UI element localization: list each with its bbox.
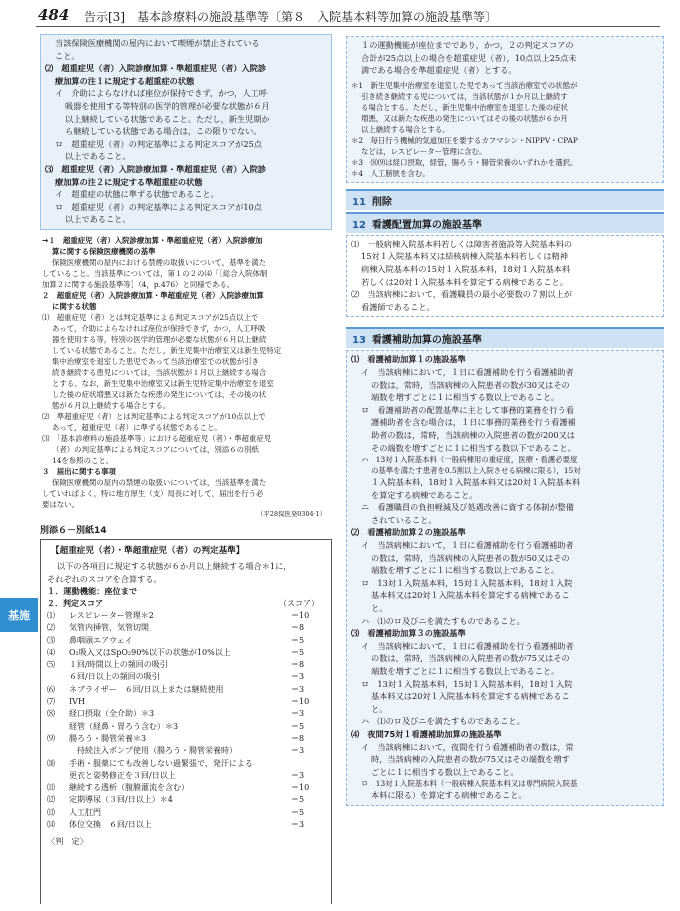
note-line: 器を使用する等，特別の医学的管理が必要な状態が６月以上継続 — [52, 334, 267, 344]
note-line: 集中治療室を退室した患児であって当該治療室での状態が引き — [52, 356, 259, 366]
score-item-number: ⑼ — [47, 733, 55, 743]
text-line: イ 当該病棟において，１日に看護補助を行う看護補助者 — [361, 640, 574, 651]
text-line: 基本料又は20対１入院基本料を算定する病棟であるこ — [371, 691, 570, 702]
score-item-number: ⑴ — [47, 610, 55, 620]
note-line: した後の症状増悪又は新たな疾患の発生については，その後の状 — [52, 389, 267, 399]
judgement-title: 【超重症児（者）・準超重症児（者）の判定基準】 — [51, 545, 245, 556]
text-line: 病棟入院基本料の15対１入院基本料，18対１入院基本料 — [361, 263, 571, 274]
note-line: 要はない。 — [42, 499, 79, 509]
score-item-number — [47, 721, 69, 733]
text-line: と。 — [371, 603, 388, 614]
score-item-value: ＝8 — [291, 733, 305, 743]
note-line: している状態であること。ただし，新生児集中治療室又は新生児特定 — [52, 345, 282, 355]
score-item-number: ⑵ — [47, 623, 55, 633]
score-item-value: ＝3 — [291, 820, 305, 830]
footnote-line: ＊3 ⑻⑼は経口摂取，経管，腸ろう・腸管栄養のいずれかを選択。 — [351, 157, 578, 167]
footnote-line: 引き続き継続する児については，当該状態が１か月以上継続す — [361, 91, 568, 101]
score-row — [47, 819, 325, 831]
score-row — [47, 782, 325, 794]
note-line: 加算２に関する施設基準等］（4，p.476）と同様である。 — [42, 279, 235, 289]
text-line: ハ ⑴のロ及びニを満たすものであること。 — [361, 716, 525, 727]
text-line: その端数を増すごとに１に相当する数以下であること。 — [371, 442, 576, 453]
score-row — [47, 733, 325, 745]
score-item-value: ＝10 — [291, 697, 310, 707]
score-row — [47, 708, 325, 720]
text-line: 本料に限る）を算定する病棟であること。 — [371, 790, 527, 801]
footnote-line: 増悪，又は新たな疾患の発生についてはその後の状態が６か月 — [361, 113, 568, 123]
text-line: 若しくは20対１入院基本料を算定する病棟であること。 — [361, 276, 568, 287]
text-line: 端数を増すごとに１に相当する数以上であること。 — [371, 392, 560, 403]
score-item-label: 手術・服薬にても改善しない過緊張で，発汗による — [69, 758, 253, 768]
score-item-value: ＝10 — [291, 610, 310, 620]
note-line: ２ 超重症児（者）入院診療加算・準超重症児（者）入院診療加算 — [42, 290, 264, 300]
text-line: と。 — [371, 703, 388, 714]
note-line: →１ 超重症児（者）入院診療加算・準超重症児（者）入院診療加 — [42, 235, 263, 245]
score-item-number: ⑿ — [47, 795, 55, 805]
appendix-title: 別添６－別紙14 — [40, 525, 107, 536]
reference-code: （平28保医発0304·1） — [257, 509, 326, 518]
score-item-value: ＝5 — [291, 795, 305, 805]
text-line: ロ 13対１入院基本料，15対１入院基本料，18対１入院 — [361, 577, 573, 588]
text-line: ⑴ 看護補助加算１の施設基準 — [351, 354, 466, 365]
score-item-number: ⑹ — [47, 684, 55, 694]
text-line: イ 超重症の状態に準ずる状態であること。 — [55, 189, 219, 200]
score-item-value: ＝8 — [291, 623, 305, 633]
note-line: とする。なお，新生児集中治療室又は新生児特定集中治療室を退室 — [52, 378, 274, 388]
text-line: の数は，常時，当該病棟の入院患者の数が75又はその — [371, 653, 570, 664]
text-line: 療加算の注１に規定する超重症の状態 — [55, 75, 195, 86]
score-item-number: ⑾ — [47, 783, 55, 793]
footnote-line: ＊4 人工膀胱を含む。 — [351, 168, 430, 178]
footnote-line: 以上継続する場合とする。 — [361, 124, 450, 134]
score-column-label: （スコア） — [279, 598, 319, 608]
score-row — [47, 635, 325, 647]
text-line: イ 介助によらなければ座位が保持できず，かつ，人工呼 — [55, 88, 267, 99]
score-row — [47, 684, 325, 696]
text-line: 端数を増すごとに１に相当する数以上であること。 — [371, 666, 560, 676]
footnote-line: る場合とする。ただし，新生児集中治療室を退室した後の症状 — [361, 102, 568, 112]
text-line: ニ 看護職員の負担軽減及び処遇改善に資する体制が整備 — [361, 502, 574, 513]
right-column — [346, 34, 664, 904]
note-line: あって，介助によらなければ座位が保持できず，かつ，人工呼吸 — [52, 323, 266, 333]
note-line: に関する状態 — [52, 301, 97, 311]
section-number: 11 — [352, 196, 366, 208]
score-item-value: ＝3 — [291, 709, 305, 719]
text-line: 以上であること。 — [65, 214, 131, 225]
note-line: 算に関する保険医療機関の基準 — [52, 246, 156, 256]
text-line: の数は，常時，当該病棟の入院患者の数が50又はその — [371, 552, 570, 563]
text-line: ハ 13対１入院基本料（一般病棟用の重症度，医療・看護必要度 — [361, 455, 578, 465]
text-line: こと。 — [55, 50, 80, 61]
text-line: ロ 13対１入院基本料，15対１入院基本料，18対１入院 — [361, 678, 573, 689]
header-title: 告示[3] 基本診療料の施設基準等〔第８ 入院基本料等加算の施設基準等〕 — [84, 10, 498, 24]
score-item-number: ⑷ — [47, 647, 55, 657]
score-row — [47, 807, 325, 819]
text-line: 以上継続している状態であること。ただし，新生児期か — [65, 113, 270, 124]
text-line: 端数を増すごとに１に相当する数以上であること。 — [371, 565, 560, 576]
note-line: していればよく，特に地方厚生（支）局長に対して，届出を行う必 — [42, 488, 264, 498]
text-line: 基本料又は20対１入院基本料を算定する病棟であるこ — [371, 590, 570, 601]
score-item-value: ＝3 — [291, 746, 305, 756]
score-row — [47, 745, 325, 757]
text-line: １入院基本料，18対１入院基本料又は20対１入院基本料 — [371, 477, 581, 488]
notice-box-1 — [40, 34, 332, 230]
text-line: 看護師であること。 — [361, 301, 435, 312]
note-line: （者）の判定基準による判定スコアについては，別添６の別紙 — [52, 444, 259, 454]
text-line: されていること。 — [371, 514, 437, 525]
note-line: ⑵ 準超重症児（者）とは判定基準による判定スコアが10点以上で — [42, 411, 266, 421]
text-line: ロ 13対１入院基本料（一般病棟入院基本料又は専門病院入院基 — [361, 779, 578, 789]
judgement-intro: 以下の各項目に規定する状態が６か月以上継続する場合＊1に， — [57, 560, 292, 571]
text-line: 当該保険医療機関の屋内において喫煙が禁止されている — [55, 38, 260, 48]
section-title: 削除 — [371, 196, 392, 208]
section-number: 13 — [352, 335, 366, 347]
section-number: 12 — [352, 219, 366, 231]
text-line: ⑵ 超重症児（者）入院診療加算・準超重症児（者）入院診 — [45, 63, 267, 74]
score-item-label: 経管（経鼻・胃ろう含む）＊3 — [69, 721, 179, 731]
score-item-value: ＝3 — [291, 770, 305, 780]
footnote-line: などは，レスピレーター管理に含む。 — [361, 146, 487, 156]
score-item-number — [47, 745, 69, 757]
judgement-footer: 〈判 定〉 — [47, 836, 88, 847]
score-item-number: ⑽ — [47, 758, 55, 768]
judgement-intro: それぞれのスコアを合算する。 — [47, 573, 162, 584]
text-line: 療加算の注２に規定する準超重症の状態 — [55, 176, 203, 187]
score-item-value: ＝5 — [291, 635, 305, 645]
text-line: の数は，常時，当該病棟の入院患者の数が30又はその — [371, 379, 570, 390]
note-line: 14を参照のこと。 — [52, 455, 114, 465]
score-item-label: IVH — [69, 697, 85, 707]
text-line: ロ 看護補助者の配置基準に主として事務的業務を行う看 — [361, 404, 574, 415]
text-line: ⑵ 看護補助加算２の施設基準 — [351, 527, 466, 538]
score-row — [47, 721, 325, 733]
score-header-row — [47, 598, 325, 610]
section-12-header — [346, 212, 664, 233]
page-number: 484 — [38, 6, 70, 24]
score-row — [47, 671, 325, 683]
footnote-line: ＊1 新生児集中治療室を退室した児であって当該治療室での状態が — [351, 80, 578, 90]
text-line: ら継続している状態である場合は，この限りでない。 — [65, 126, 262, 137]
score-item-number: ⑺ — [47, 697, 55, 707]
text-line: イ 当該病棟において，１日に看護補助を行う看護補助者 — [361, 540, 574, 551]
criteria-summary-box — [346, 36, 664, 183]
text-line: ロ 超重症児（者）の判定基準による判定スコアが10点 — [55, 201, 262, 212]
score-item-value: ＝3 — [291, 672, 305, 682]
section-13-body — [346, 350, 664, 806]
text-line: の基準を満たす患者を0.5割以上入院させる病棟に限る），15対 — [371, 466, 581, 476]
score-item-number: ⑻ — [47, 709, 55, 719]
score-row — [47, 696, 325, 708]
score-item-label: 持続注入ポンプ使用（腸ろう・腸管栄養時） — [69, 746, 237, 756]
note-line: ３ 届出に関する事項 — [42, 466, 116, 476]
note-line: 続き継続する患児については，当該状態が１月以上継続する場合 — [52, 367, 267, 377]
score-row — [47, 659, 325, 671]
text-line: イ 当該病棟において，夜間を行う看護補助者の数は，常 — [361, 741, 574, 752]
score-item-label: １回/時間以上の頻回の吸引 — [69, 660, 168, 670]
score-table — [47, 610, 325, 831]
score-item-value: ＝8 — [291, 660, 305, 670]
text-line: ⑴ 一般病棟入院基本料若しくは障害者施設等入院基本料の — [351, 238, 573, 249]
score-row — [47, 622, 325, 634]
section-11-header — [346, 189, 664, 210]
score-item-value: ＝3 — [291, 684, 305, 694]
side-index-tab[interactable]: 基施 — [0, 598, 38, 632]
text-line: を算定する病棟であること。 — [371, 489, 478, 500]
note-line: ⑴ 超重症児（者）とは判定基準による判定スコアが25点以上で — [42, 312, 259, 322]
score-item-number — [47, 770, 69, 782]
text-line: 護補助者を含む場合は，１日に事務的業務を行う看護補 — [371, 417, 576, 428]
notes-section — [40, 235, 332, 519]
score-item-label: 体位交換 ６回/日以上 — [69, 820, 152, 830]
score-item-label: 経口摂取（全介助）＊3 — [69, 709, 155, 719]
score-item-value: ＝5 — [291, 807, 305, 817]
score-row — [47, 770, 325, 782]
judgement-criteria-box — [40, 539, 332, 904]
score-item-label: 継続する透析（腹膜灌流を含む） — [69, 783, 189, 793]
score-item-number: ⒁ — [47, 820, 55, 830]
text-line: 15対１入院基本料又は結核病棟入院基本料若しくは精神 — [361, 251, 568, 262]
score-item-label: レスピレーター管理＊2 — [69, 610, 154, 620]
score-heading: ２．判定スコア — [47, 598, 103, 608]
score-item-label: ネブライザー ６回/日以上または継続使用 — [69, 684, 224, 694]
score-row — [47, 610, 325, 622]
text-line: ハ ⑴のロ及びニを満たすものであること。 — [361, 615, 525, 626]
text-line: イ 当該病棟において，１日に看護補助を行う看護補助者 — [361, 366, 574, 377]
text-line: 時，当該病棟の入院患者の数が75又はその端数を増す — [371, 754, 570, 765]
text-line: ロ 超重症児（者）の判定基準による判定スコアが25点 — [55, 138, 262, 149]
score-item-label: 人工肛門 — [69, 807, 101, 817]
text-line: ⑵ 当該病棟において，看護職員の最小必要数の７割以上が — [351, 289, 572, 300]
section-title: 看護補助加算の施設基準 — [371, 335, 482, 347]
text-line: １の運動機能が座位までであり，かつ，２の判定スコアの — [361, 40, 574, 50]
score-item-label: 腸ろう・腸管栄養＊3 — [69, 733, 147, 743]
score-item-value — [291, 758, 325, 770]
text-line: ごとに１に相当する数以上であること。 — [371, 766, 519, 777]
note-line: あって，超重症児（者）に準ずる状態であること。 — [52, 422, 222, 432]
text-line: 以上であること。 — [65, 151, 131, 162]
score-item-label: O₂吸入又はSpO₂90%以下の状態が10%以上 — [69, 647, 231, 657]
score-row — [47, 758, 325, 770]
score-item-number — [47, 671, 69, 683]
header-rule — [36, 26, 660, 27]
section-12-body — [346, 235, 664, 318]
note-line: ⑶ 「基本診療料の施設基準等」における超重症児（者）・準超重症児 — [42, 433, 272, 443]
text-line: ⑶ 看護補助加算３の施設基準 — [351, 628, 466, 639]
score-item-value: ＝5 — [291, 721, 305, 731]
score-item-label: 鼻咽頭エアウェイ — [69, 635, 133, 645]
score-item-number: ⒀ — [47, 807, 55, 817]
text-line: 満である場合を準超重症児（者）とする。 — [361, 65, 517, 76]
section-title: 看護配置加算の施設基準 — [371, 219, 482, 231]
score-row — [47, 647, 325, 659]
score-item-label: ６回/日以上の頻回の吸引 — [69, 672, 160, 682]
score-item-value: ＝5 — [291, 647, 305, 657]
score-item-label: 定期導尿（３回/日以上）＊4 — [69, 795, 173, 805]
motor-function-heading: １．運動機能：座位まで — [47, 586, 138, 597]
text-line: ⑷ 夜間75対１看護補助加算の施設基準 — [351, 728, 502, 739]
left-column — [40, 34, 332, 904]
score-item-number: ⑶ — [47, 635, 55, 645]
score-item-number: ⑸ — [47, 660, 55, 670]
note-line: していること。当該基準については，第１の２の⑷「［総合入院体制 — [42, 268, 268, 278]
note-line: 態が６月以上継続する場合とする。 — [52, 400, 171, 410]
score-item-label: 気管内挿管，気管切開 — [69, 623, 149, 633]
score-row — [47, 794, 325, 806]
text-line: 合計が25点以上の場合を超重症児（者），10点以上25点未 — [361, 52, 577, 63]
footnote-line: ＊2 毎日行う機械的気道加圧を要するカフマシン・NIPPV・CPAP — [351, 135, 578, 145]
text-line: 吸器を使用する等特別の医学的管理が必要な状態が６月 — [65, 100, 270, 111]
page-header — [0, 0, 680, 30]
score-item-value: ＝10 — [291, 783, 310, 793]
text-line: 助者の数は，常時，当該病棟の入院患者の数が200又は — [371, 429, 575, 440]
note-line: 保険医療機関の屋内における禁煙の取扱いについて，基準を満た — [52, 257, 267, 267]
note-line: 保険医療機関の屋内の禁煙の取扱いについては，当該基準を満た — [52, 477, 267, 487]
score-item-label: 更衣と姿勢修正を３回/日以上 — [69, 770, 176, 780]
text-line: ⑶ 超重症児（者）入院診療加算・準超重症児（者）入院診 — [45, 163, 267, 174]
section-13-header — [346, 327, 664, 348]
